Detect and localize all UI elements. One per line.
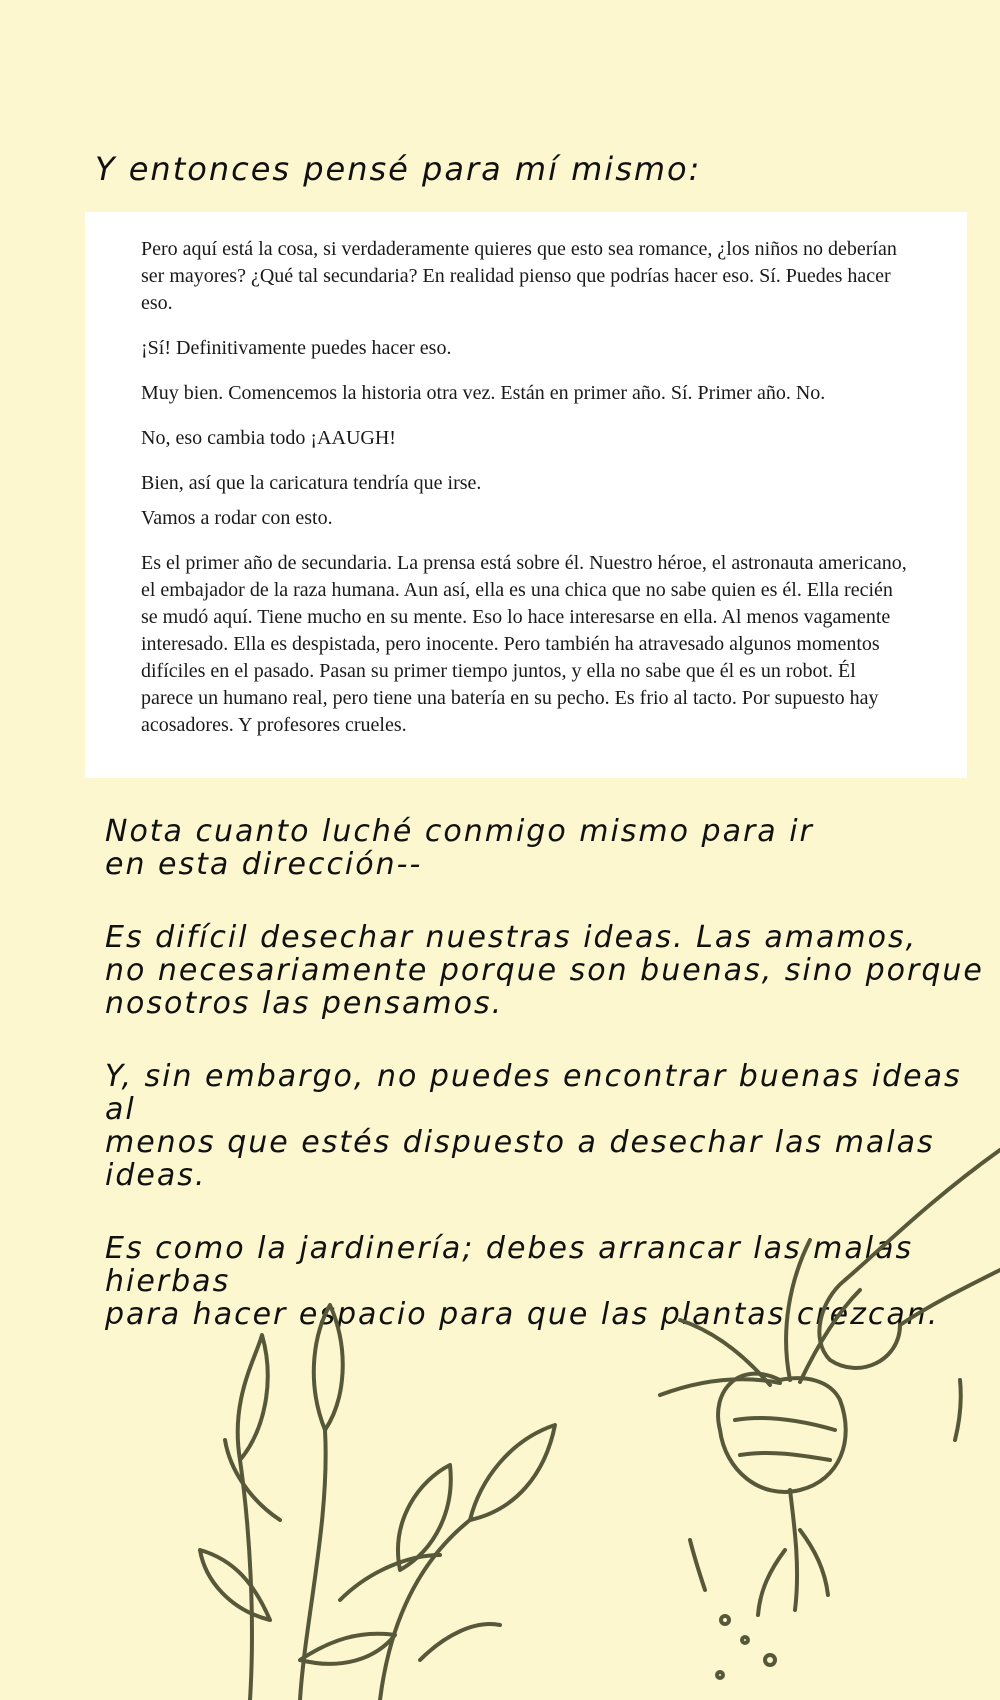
quote-box (85, 212, 967, 778)
quote-paragraph: No, eso cambia todo ¡AAUGH! (141, 427, 396, 449)
page-heading: Y entonces pensé para mí mismo: (95, 150, 702, 188)
quote-paragraph: Es el primer año de secundaria. La prensa está sobre él. Nuestro héroe, el astronauta americano, el embajador de la raza humana. Aun así, ella es una chica que no sabe quien es él. Ella recién se mudó aquí. Tiene mucho en su mente. Eso lo hace interesarse en ella. Al menos vagamente interesado. Ella es despistada, pero inocente. Pero también ha atravesado algunos momentos difíciles en el pasado. Pasan su primer tiempo juntos, y ella no sabe que él es un robot. Él parece un humano real, pero tiene una batería en su pecho. Es frio al tacto. Por supuesto hay acosadores. Y profesores crueles. (141, 552, 907, 736)
quote-paragraph: ¡Sí! Definitivamente puedes hacer eso. (141, 337, 452, 359)
quote-paragraph: Pero aquí está la cosa, si verdaderamente quieres que esto sea romance, ¿los niños no deberían ser mayores? ¿Qué tal secundaria? En realidad pienso que podrías hacer eso. Sí. Puedes hacer eso. (141, 238, 897, 314)
note-paragraph: Y, sin embargo, no puedes encontrar buenas ideas al menos que estés dispuesto a desechar las malas ideas. (105, 1059, 962, 1193)
quote-paragraph: Muy bien. Comencemos la historia otra vez. Están en primer año. Sí. Primer año. No. (141, 382, 826, 404)
note-paragraph: Es difícil desechar nuestras ideas. Las amamos, no necesariamente porque son buenas, sino porque nosotros las pensamos. (105, 920, 984, 1021)
note-paragraph: Es como la jardinería; debes arrancar las malas hierbas para hacer espacio para que las plantas crezcan. (105, 1231, 940, 1332)
note-paragraph: Nota cuanto luché conmigo mismo para ir en esta dirección-- (105, 814, 814, 882)
gardening-sketch-icon (0, 1100, 1000, 1700)
quote-paragraph: Bien, así que la caricatura tendría que irse. (141, 472, 482, 494)
quote-paragraph: Vamos a rodar con esto. (141, 507, 333, 529)
